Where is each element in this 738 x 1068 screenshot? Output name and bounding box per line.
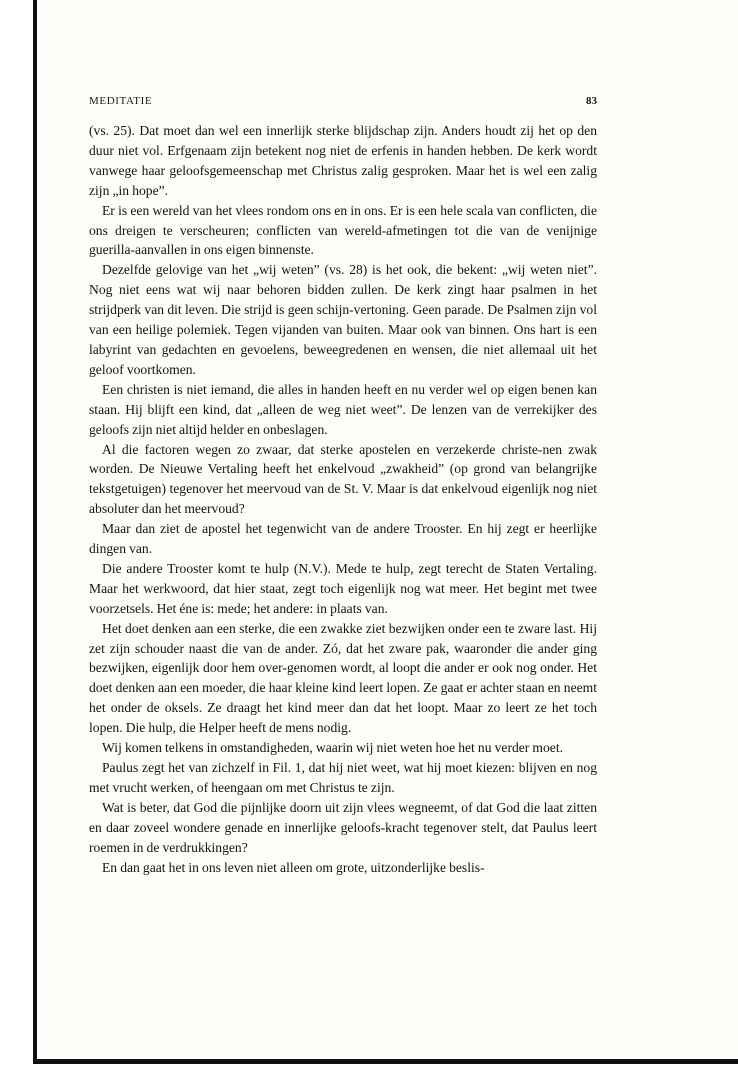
- paragraph: Er is een wereld van het vlees rondom ons en in ons. Er is een hele scala van conflicten, die ons dreigen te verscheuren; conflicten van wereld-afmetingen tot die van de venijnige guerilla-aanvallen in ons eigen binnenste.: [89, 202, 597, 258]
- paragraph: Die andere Trooster komt te hulp (N.V.). Mede te hulp, zegt terecht de Staten Vertaling. Maar het werkwoord, dat hier staat, zegt toch eigenlijk nog wat meer. Het begint met twee voorzetsels. Het éne is: mede; het andere: in plaats van.: [89, 560, 597, 616]
- scan-border-left: [33, 0, 37, 1063]
- running-header: [89, 95, 597, 109]
- scan-border-bottom: [33, 1059, 738, 1064]
- paragraph: Het doet denken aan een sterke, die een zwakke ziet bezwijken onder een te zware last. Hij zet zijn schouder naast die van de ander. Zó, dat het zware pak, waaronder die ander ging bezwijken, eigenlijk door hem over-genomen wordt, al loopt die ander er ook nog onder. Het doet denken aan een moeder, die haar kleine kind leert lopen. Ze gaat er achter staan en neemt het onder de oksels. Ze draagt het kind meer dan dat het loopt. Maar zo leert ze het toch lopen. Die hulp, die Helper heeft de mens nodig.: [89, 620, 597, 736]
- body-text: [89, 121, 597, 877]
- paragraph: Al die factoren wegen zo zwaar, dat sterke apostelen en verzekerde christe-nen zwak worden. De Nieuwe Vertaling heeft het enkelvoud „zwakheid” (op grond van belangrijke tekstgetuigen) tegenover het meervoud van de St. V. Maar is dat enkelvoud eigenlijk nog niet absoluter dan het meervoud?: [89, 441, 597, 517]
- paragraph: Paulus zegt het van zichzelf in Fil. 1, dat hij niet weet, wat hij moet kiezen: blijven en nog met vrucht werken, of heengaan om met Christus te zijn.: [89, 760, 597, 795]
- paragraph: (vs. 25). Dat moet dan wel een innerlijk sterke blijdschap zijn. Anders houdt zij het op den duur niet vol. Erfgenaam zijn betekent nog niet de erfenis in handen hebben. De kerk wordt vanwege haar geloofsgemeenschap met Christus zalig gesproken. Maar het is wel een zalig zijn „in hope”.: [89, 123, 597, 198]
- paragraph: Wij komen telkens in omstandigheden, waarin wij niet weten hoe het nu verder moet.: [102, 740, 564, 756]
- paragraph: Dezelfde gelovige van het „wij weten” (vs. 28) is het ook, die bekent: „wij weten niet”. Nog niet eens wat wij naar behoren bidden zullen. De kerk zingt haar psalmen in het strijdperk van dit leven. Die strijd is geen schijn-vertoning. Geen parade. De Psalmen zijn vol van een heilige polemiek. Tegen vijanden van buiten. Maar ook van binnen. Ons hart is een labyrint van gedachten en gevoelens, beweegredenen en wensen, die niet allemaal uit het geloof voortkomen.: [89, 262, 597, 377]
- page-number: 83: [586, 95, 597, 107]
- paragraph: Een christen is niet iemand, die alles in handen heeft en nu verder wel op eigen benen kan staan. Hij blijft een kind, dat „alleen de weg niet weet”. De lenzen van de verrekijker des geloofs zijn niet altijd helder en onbeslagen.: [89, 381, 597, 437]
- paragraph: En dan gaat het in ons leven niet alleen om grote, uitzonderlijke beslis-: [102, 859, 485, 875]
- section-title: MEDITATIE: [89, 95, 153, 107]
- paragraph: Maar dan ziet de apostel het tegenwicht van de andere Trooster. En hij zegt er heerlijke dingen van.: [89, 521, 597, 557]
- paragraph: Wat is beter, dat God die pijnlijke doorn uit zijn vlees wegneemt, of dat God die laat zitten en daar zoveel wondere genade en innerlijke geloofs-kracht tegenover stelt, dat Paulus leert roemen in de verdrukkingen?: [89, 799, 597, 855]
